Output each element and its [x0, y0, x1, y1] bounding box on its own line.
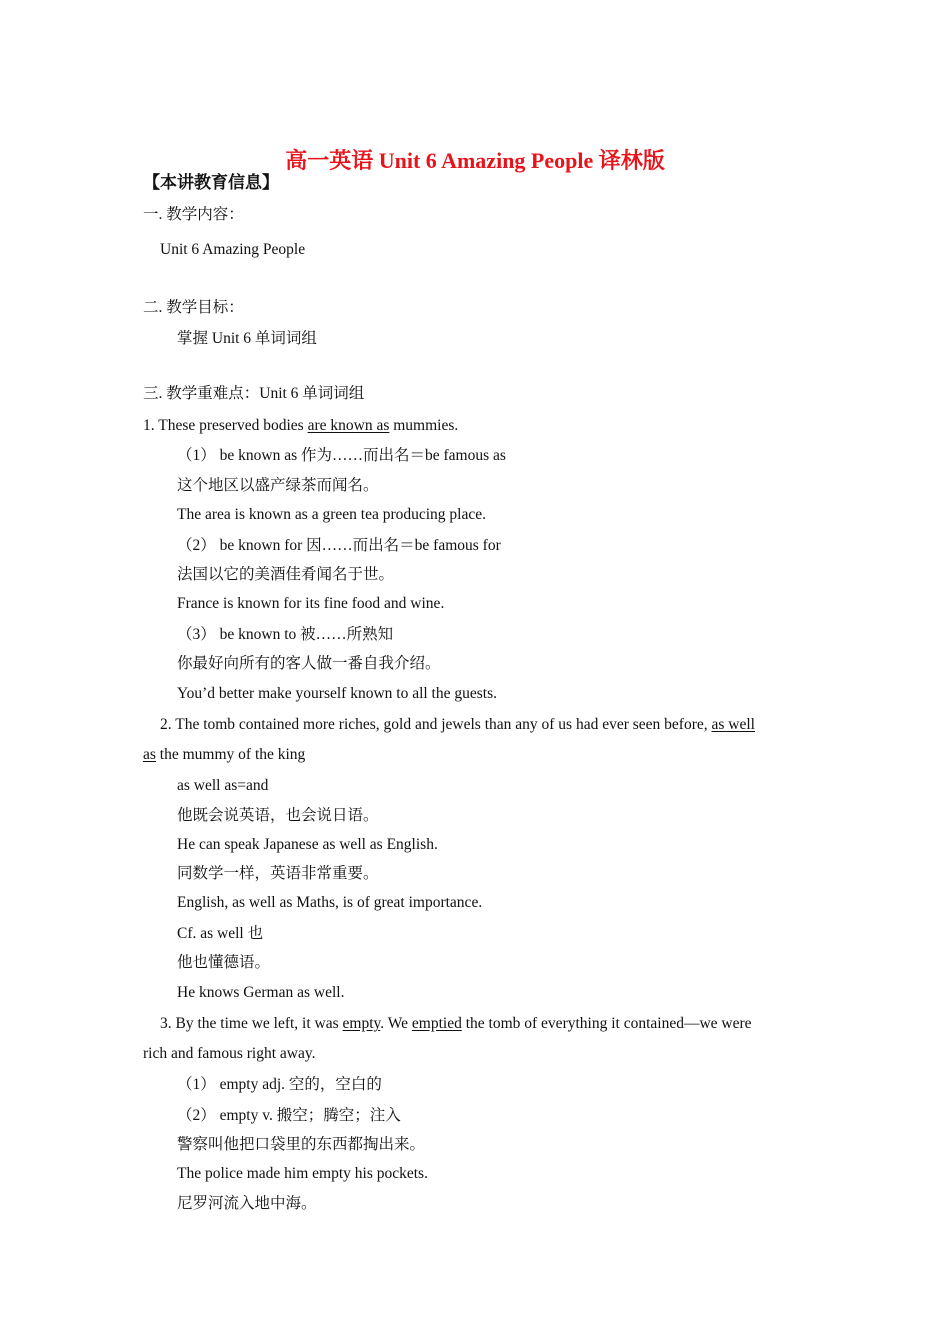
item-1-example-1-en: The area is known as a green tea producing place. — [177, 506, 487, 523]
item-1-example-2-en: France is known for its fine food and wine. — [177, 595, 445, 612]
item-3-mid: . We — [380, 1015, 412, 1032]
document-title: 高一英语 Unit 6 Amazing People 译林版 — [285, 148, 665, 173]
item-2-sentence-cont — [143, 745, 305, 765]
item-3-sub-1: （1） empty adj. 空的，空白的 — [177, 1076, 382, 1093]
section-1-label: 一. 教学内容： — [143, 206, 244, 223]
item-1-sub-1: （1） be known as 作为……而出名＝be famous as — [177, 447, 506, 464]
item-1-key-phrase: are known as — [307, 417, 390, 434]
section-1-content: Unit 6 Amazing People — [160, 241, 306, 258]
item-3-pre: 3. By the time we left, it was — [160, 1015, 343, 1032]
item-3-sentence — [160, 1014, 752, 1034]
section-3-label: 三. 教学重难点：Unit 6 单词词组 — [143, 385, 365, 402]
item-2-example-2-en: English, as well as Maths, is of great importance. — [177, 894, 483, 911]
item-3-sub-2: （2） empty v. 搬空；腾空；注入 — [177, 1107, 401, 1124]
item-3-sentence-cont: rich and famous right away. — [143, 1045, 316, 1062]
item-1-sentence — [143, 416, 458, 436]
item-2-example-3-en: He knows German as well. — [177, 984, 345, 1001]
item-3-post: the tomb of everything it contained—we were — [461, 1015, 752, 1032]
item-2-example-1-cn: 他既会说英语，也会说日语。 — [177, 807, 379, 824]
item-2-cf-note: Cf. as well 也 — [177, 925, 264, 942]
item-2-key-phrase-part-2: as — [143, 746, 156, 763]
item-2-example-3-cn: 他也懂德语。 — [177, 954, 271, 971]
item-2-pre: 2. The tomb contained more riches, gold and jewels than any of us had ever seen before, — [160, 716, 712, 733]
item-3-example-1-cn: 警察叫他把口袋里的东西都掏出来。 — [177, 1136, 426, 1153]
info-heading: 【本讲教育信息】 — [143, 173, 279, 192]
item-2-sentence — [160, 715, 755, 735]
item-1-sub-2: （2） be known for 因……而出名＝be famous for — [177, 537, 501, 554]
item-3-example-2-cn: 尼罗河流入地中海。 — [177, 1195, 317, 1212]
item-3-word-empty: empty — [342, 1015, 381, 1032]
item-1-pre: 1. These preserved bodies — [143, 417, 308, 434]
item-1-example-2-cn: 法国以它的美酒佳肴闻名于世。 — [177, 566, 395, 583]
item-3-word-emptied: emptied — [411, 1015, 462, 1032]
item-2-note: as well as=and — [177, 777, 269, 794]
item-1-example-1-cn: 这个地区以盛产绿茶而闻名。 — [177, 477, 379, 494]
item-3-example-1-en: The police made him empty his pockets. — [177, 1165, 428, 1182]
item-1-sub-3: （3） be known to 被……所熟知 — [177, 626, 394, 643]
item-2-example-2-cn: 同数学一样，英语非常重要。 — [177, 865, 379, 882]
item-2-example-1-en: He can speak Japanese as well as English. — [177, 836, 438, 853]
item-2-post: the mummy of the king — [155, 746, 306, 763]
item-1-post: mummies. — [389, 417, 459, 434]
item-2-key-phrase-part-1: as well — [711, 716, 755, 733]
section-2-content: 掌握 Unit 6 单词词组 — [177, 330, 317, 347]
section-2-label: 二. 教学目标： — [143, 299, 244, 316]
item-1-example-3-en: You’d better make yourself known to all the guests. — [177, 685, 497, 702]
item-1-example-3-cn: 你最好向所有的客人做一番自我介绍。 — [177, 655, 441, 672]
